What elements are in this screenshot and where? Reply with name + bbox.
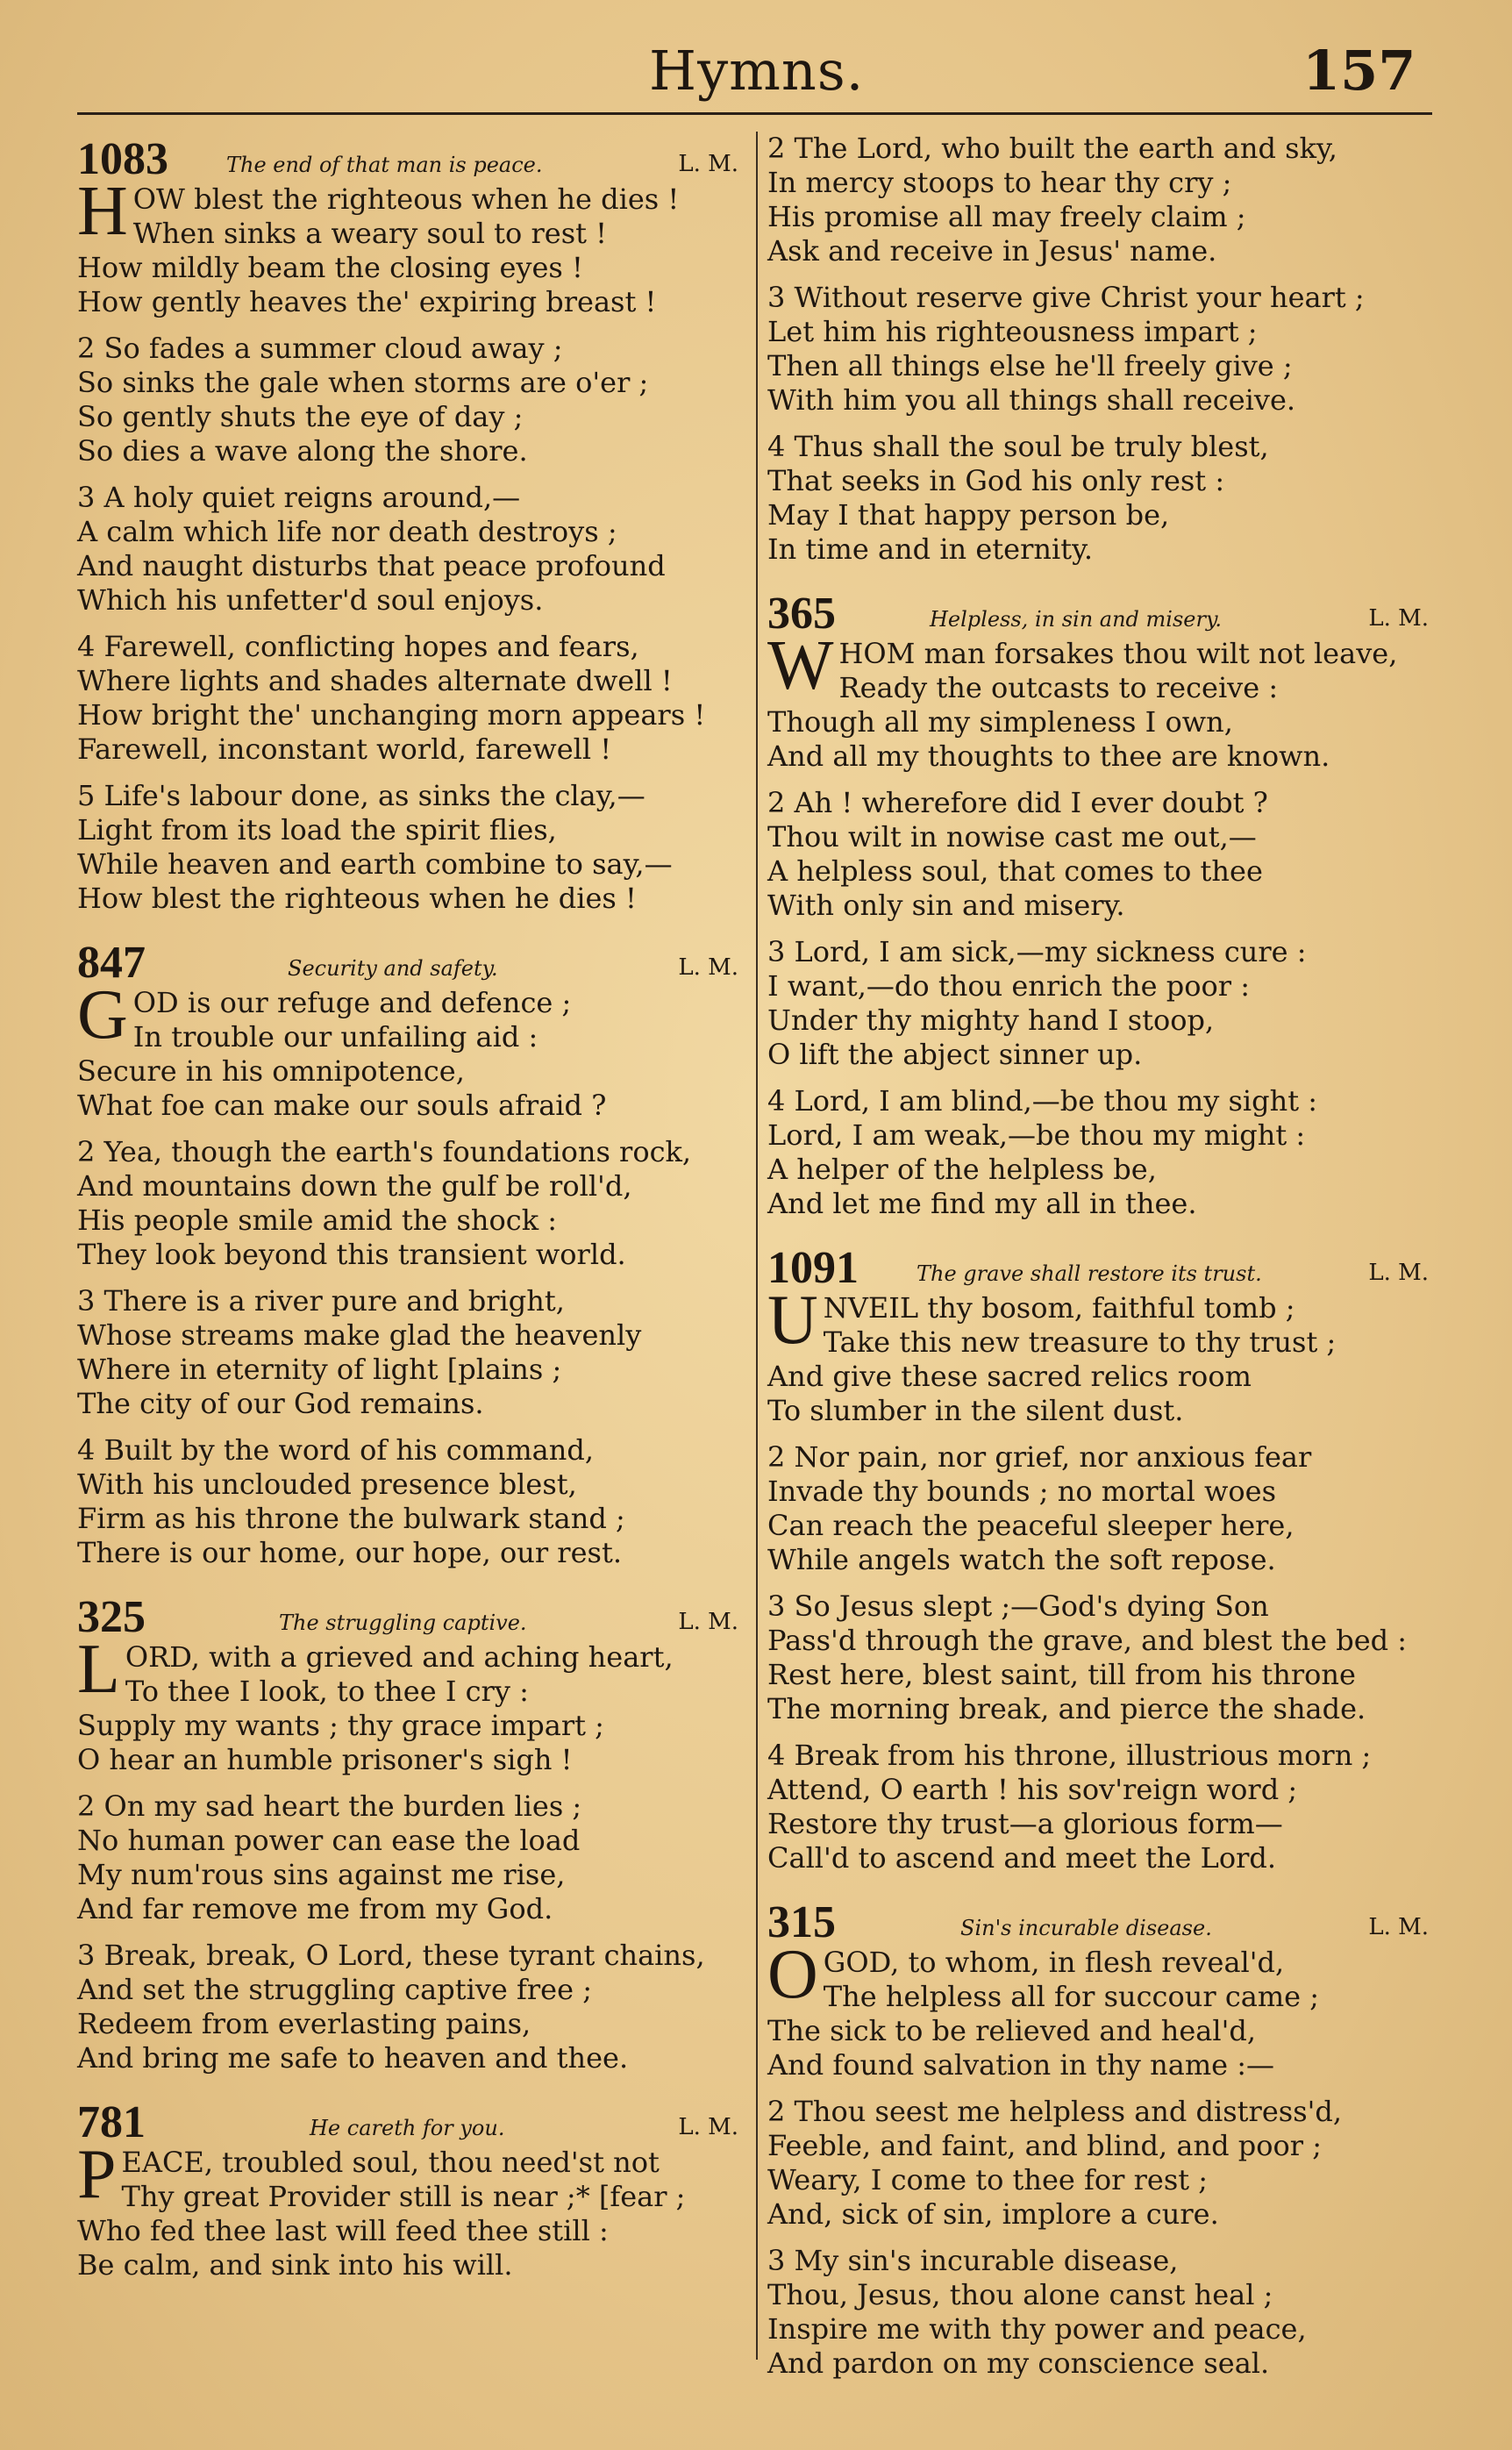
- verse-line: Attend, O earth ! his sov'reign word ;: [767, 1773, 1298, 1806]
- drop-cap: G: [77, 976, 128, 1054]
- hymn-number: 1091: [767, 1243, 859, 1293]
- verse-line: The helpless all for succour came ;: [823, 1980, 1320, 2013]
- verse-line: To slumber in the silent dust.: [767, 1394, 1184, 1427]
- verse-line: And let me find my all in thee.: [767, 1187, 1197, 1220]
- hymn-847: [77, 935, 744, 1570]
- hymn-title: The struggling captive.: [279, 1611, 527, 1635]
- verse-line: How mildly beam the closing eyes !: [77, 251, 583, 284]
- verse-line: Though all my simpleness I own,: [767, 705, 1233, 739]
- verse-line: 2 On my sad heart the burden lies ;: [77, 1789, 582, 1823]
- hymn-title: Sin's incurable disease.: [960, 1916, 1212, 1940]
- verse-line: Redeem from everlasting pains,: [77, 2007, 531, 2040]
- stanza: [767, 132, 1434, 268]
- stanza: [767, 1936, 1434, 2082]
- stanza: [77, 976, 744, 1123]
- drop-cap: L: [77, 1631, 120, 1708]
- verse-line: Inspire me with thy power and peace,: [767, 2312, 1307, 2346]
- verse-line: They look beyond this transient world.: [77, 1238, 626, 1271]
- verse-text: OW blest the righteous when he dies !: [132, 182, 680, 216]
- verse-text: NVEIL thy bosom, faithful tomb ;: [823, 1291, 1295, 1325]
- verse-line: Invade thy bounds ; no mortal woes: [767, 1475, 1277, 1508]
- verse-line: Lord, I am weak,—be thou my might :: [767, 1118, 1306, 1152]
- hymn-title: He careth for you.: [310, 2116, 505, 2140]
- verse-line: 2 Nor pain, nor grief, nor anxious fear: [767, 1440, 1312, 1474]
- hymn-header: [77, 132, 744, 182]
- verse-line: Supply my wants ; thy grace impart ;: [77, 1709, 604, 1742]
- stanza: [767, 2095, 1434, 2232]
- verse-line: So gently shuts the eye of day ;: [77, 400, 524, 433]
- verse-line: 4 Thus shall the soul be truly blest,: [767, 430, 1269, 463]
- drop-cap: W: [767, 627, 834, 704]
- verse-line: Weary, I come to thee for rest ;: [767, 2163, 1209, 2196]
- verse-line: How blest the righteous when he dies !: [77, 882, 637, 915]
- verse-line: 3 A holy quiet reigns around,—: [77, 481, 521, 514]
- verse-line: The morning break, and pierce the shade.: [767, 1692, 1366, 1725]
- stanza: [77, 1939, 744, 2075]
- stanza: [77, 779, 744, 916]
- stanza: [77, 173, 744, 319]
- verse-line: His promise all may freely claim ;: [767, 200, 1246, 233]
- stanza: [767, 935, 1434, 1072]
- verse-line: While heaven and earth combine to say,—: [77, 847, 673, 881]
- verse-line: 2 Yea, though the earth's foundations rock,: [77, 1135, 692, 1168]
- verse-line: And all my thoughts to thee are known.: [767, 739, 1330, 773]
- verse-line: There is our home, our hope, our rest.: [77, 1536, 622, 1569]
- stanza: [767, 1739, 1434, 1875]
- hymn-header: [767, 1895, 1434, 1946]
- verse-line: Secure in his omnipotence,: [77, 1054, 465, 1088]
- verse-line: Light from its load the spirit flies,: [77, 813, 557, 846]
- stanza: [77, 1284, 744, 1421]
- hymn-number: 325: [77, 1592, 146, 1642]
- hymn-header: [77, 2095, 744, 2146]
- verse-line: 2 Ah ! wherefore did I ever doubt ?: [767, 786, 1268, 819]
- stanza: [77, 1433, 744, 1570]
- verse-line: 2 Thou seest me helpless and distress'd,: [767, 2095, 1343, 2128]
- hymn-title: Security and safety.: [288, 956, 498, 981]
- verse-line: That seeks in God his only rest :: [767, 464, 1225, 497]
- hymn-number: 847: [77, 938, 146, 988]
- verse-line: 3 Without reserve give Christ your heart ;: [767, 281, 1365, 314]
- drop-cap: H: [77, 173, 128, 250]
- continued-hymn: [767, 132, 1434, 567]
- verse-line: No human power can ease the load: [77, 1824, 581, 1857]
- verse-line: My num'rous sins against me rise,: [77, 1858, 566, 1891]
- hymn-header: [767, 586, 1434, 637]
- verse-line: A helper of the helpless be,: [767, 1153, 1157, 1186]
- hymn-1091: [767, 1240, 1434, 1875]
- hymn-meter: L. M.: [678, 2114, 738, 2140]
- hymn-header: [77, 935, 744, 986]
- page-number: 157: [1302, 39, 1416, 103]
- hymn-meter: L. M.: [678, 954, 738, 981]
- verse-line: 3 Break, break, O Lord, these tyrant chains,: [77, 1939, 705, 1972]
- stanza: [767, 627, 1434, 774]
- stanza: [77, 2136, 744, 2282]
- verse-line: And naught disturbs that peace profound: [77, 549, 666, 582]
- verse-line: How gently heaves the' expiring breast !: [77, 285, 657, 318]
- verse-line: While angels watch the soft repose.: [767, 1543, 1276, 1576]
- verse-line: Thy great Provider still is near ;* [fear ;: [121, 2180, 686, 2213]
- verse-line: Rest here, blest saint, till from his throne: [767, 1658, 1356, 1691]
- verse-text: HOM man forsakes thou wilt not leave,: [838, 637, 1398, 670]
- verse-line: Thou, Jesus, thou alone canst heal ;: [767, 2278, 1273, 2311]
- verse-line: With him you all things shall receive.: [767, 383, 1296, 417]
- stanza: [77, 1631, 744, 1777]
- verse-line: Then all things else he'll freely give ;: [767, 349, 1293, 382]
- verse-line: In time and in eternity.: [767, 532, 1094, 566]
- hymn-number: 365: [767, 589, 836, 639]
- verse-line: Feeble, and faint, and blind, and poor ;: [767, 2129, 1322, 2162]
- stanza: [767, 2244, 1434, 2381]
- verse-line: Let him his righteousness impart ;: [767, 315, 1258, 348]
- verse-line: 2 The Lord, who built the earth and sky,: [767, 132, 1337, 165]
- verse-line: May I that happy person be,: [767, 498, 1170, 532]
- stanza: [77, 1789, 744, 1926]
- hymn-title: Helpless, in sin and misery.: [930, 607, 1222, 632]
- verse-line: With only sin and misery.: [767, 889, 1125, 922]
- column-divider: [756, 132, 758, 2360]
- stanza: [767, 1084, 1434, 1221]
- drop-cap: O: [767, 1936, 818, 2013]
- verse-text: OD is our refuge and defence ;: [132, 986, 572, 1019]
- hymn-meter: L. M.: [1368, 1260, 1429, 1286]
- stanza: [77, 332, 744, 468]
- hymn-header: [767, 1240, 1434, 1291]
- hymn-meter: L. M.: [678, 1609, 738, 1635]
- header-rule: [77, 112, 1432, 115]
- hymn-number: 1083: [77, 134, 168, 184]
- verse-line: A helpless soul, that comes to thee: [767, 854, 1263, 888]
- verse-line: Thou wilt in nowise cast me out,—: [767, 820, 1257, 854]
- verse-line: 4 Break from his throne, illustrious morn ;: [767, 1739, 1372, 1772]
- verse-line: 2 So fades a summer cloud away ;: [77, 332, 563, 365]
- verse-line: With his unclouded presence blest,: [77, 1468, 577, 1501]
- stanza: [767, 1589, 1434, 1726]
- verse-line: O lift the abject sinner up.: [767, 1038, 1143, 1071]
- verse-line: 3 There is a river pure and bright,: [77, 1284, 565, 1318]
- stanza: [767, 786, 1434, 923]
- verse-line: Firm as his throne the bulwark stand ;: [77, 1502, 625, 1535]
- verse-line: 4 Lord, I am blind,—be thou my sight :: [767, 1084, 1318, 1118]
- verse-line: 3 Lord, I am sick,—my sickness cure :: [767, 935, 1307, 968]
- stanza: [77, 630, 744, 767]
- verse-line: 4 Built by the word of his command,: [77, 1433, 595, 1467]
- stanza: [767, 281, 1434, 418]
- stanza: [77, 481, 744, 618]
- verse-text: GOD, to whom, in flesh reveal'd,: [823, 1946, 1285, 1979]
- page-header: [0, 35, 1512, 105]
- verse-line: The sick to be relieved and heal'd,: [767, 2014, 1257, 2047]
- verse-line: I want,—do thou enrich the poor :: [767, 969, 1250, 1003]
- verse-line: And found salvation in thy name :—: [767, 2048, 1275, 2082]
- verse-line: In mercy stoops to hear thy cry ;: [767, 166, 1232, 199]
- verse-line: Call'd to ascend and meet the Lord.: [767, 1841, 1277, 1875]
- verse-line: And mountains down the gulf be roll'd,: [77, 1169, 632, 1203]
- verse-line: 3 My sin's incurable disease,: [767, 2244, 1179, 2277]
- hymn-meter: L. M.: [1368, 1914, 1429, 1940]
- left-column: [77, 132, 744, 2302]
- stanza: [767, 1440, 1434, 1577]
- verse-line: A calm which life nor death destroys ;: [77, 515, 617, 548]
- hymn-title: The end of that man is peace.: [226, 153, 543, 177]
- verse-line: Be calm, and sink into his will.: [77, 2248, 513, 2282]
- verse-line: So sinks the gale when storms are o'er ;: [77, 366, 649, 399]
- stanza: [767, 430, 1434, 567]
- verse-line: How bright the' unchanging morn appears !: [77, 698, 706, 732]
- verse-line: Take this new treasure to thy trust ;: [823, 1325, 1337, 1359]
- verse-line: Where lights and shades alternate dwell !: [77, 664, 673, 697]
- stanza: [767, 1282, 1434, 1428]
- hymn-315: [767, 1895, 1434, 2381]
- verse-line: And pardon on my conscience seal.: [767, 2346, 1270, 2380]
- hymn-number: 781: [77, 2097, 146, 2147]
- hymn-number: 315: [767, 1897, 836, 1947]
- hymn-365: [767, 586, 1434, 1221]
- verse-line: What foe can make our souls afraid ?: [77, 1089, 607, 1122]
- verse-line: The city of our God remains.: [77, 1387, 484, 1420]
- stanza: [77, 1135, 744, 1272]
- verse-line: 3 So Jesus slept ;—God's dying Son: [767, 1589, 1269, 1623]
- verse-line: So dies a wave along the shore.: [77, 434, 528, 468]
- verse-line: O hear an humble prisoner's sigh !: [77, 1743, 573, 1776]
- verse-line: To thee I look, to thee I cry :: [125, 1675, 529, 1708]
- verse-line: 4 Farewell, conflicting hopes and fears,: [77, 630, 639, 663]
- verse-line: Whose streams make glad the heavenly: [77, 1318, 642, 1352]
- hymn-meter: L. M.: [1368, 605, 1429, 632]
- verse-line: Who fed thee last will feed thee still :: [77, 2214, 609, 2247]
- verse-text: ORD, with a grieved and aching heart,: [125, 1640, 674, 1674]
- hymn-1083: [77, 132, 744, 916]
- hymn-title: The grave shall restore its trust.: [916, 1261, 1262, 1286]
- verse-line: And set the struggling captive free ;: [77, 1973, 592, 2006]
- right-column: [767, 132, 1434, 2400]
- verse-line: Can reach the peaceful sleeper here,: [767, 1509, 1294, 1542]
- verse-line: When sinks a weary soul to rest !: [132, 217, 607, 250]
- page-title: Hymns.: [649, 39, 865, 103]
- verse-line: Where in eternity of light [plains ;: [77, 1353, 562, 1386]
- verse-line: And, sick of sin, implore a cure.: [767, 2197, 1219, 2231]
- verse-line: Which his unfetter'd soul enjoys.: [77, 583, 544, 617]
- verse-line: His people smile amid the shock :: [77, 1204, 558, 1237]
- verse-line: Pass'd through the grave, and blest the bed :: [767, 1624, 1408, 1657]
- hymn-header: [77, 1589, 744, 1640]
- verse-line: And give these sacred relics room: [767, 1360, 1252, 1393]
- drop-cap: U: [767, 1282, 818, 1359]
- verse-line: And bring me safe to heaven and thee.: [77, 2041, 629, 2075]
- verse-line: 5 Life's labour done, as sinks the clay,—: [77, 779, 645, 812]
- verse-line: Restore thy trust—a glorious form—: [767, 1807, 1283, 1840]
- drop-cap: P: [77, 2136, 117, 2213]
- verse-text: EACE, troubled soul, thou need'st not: [121, 2146, 660, 2179]
- hymn-325: [77, 1589, 744, 2075]
- verse-line: In trouble our unfailing aid :: [132, 1020, 538, 1054]
- verse-line: And far remove me from my God.: [77, 1892, 553, 1925]
- verse-line: Ready the outcasts to receive :: [838, 671, 1279, 704]
- hymn-meter: L. M.: [678, 151, 738, 177]
- verse-line: Farewell, inconstant world, farewell !: [77, 732, 612, 766]
- verse-line: Ask and receive in Jesus' name.: [767, 234, 1217, 268]
- hymn-781: [77, 2095, 744, 2282]
- verse-line: Under thy mighty hand I stoop,: [767, 1004, 1215, 1037]
